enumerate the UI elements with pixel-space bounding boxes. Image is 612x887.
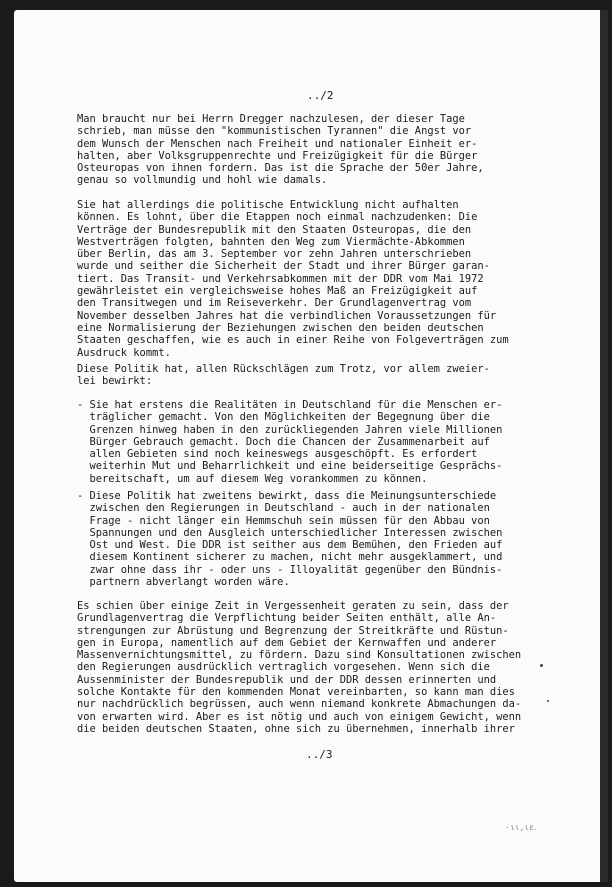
paragraph-etappen: Sie hat allerdings die politische Entwicklung nicht aufhalten können. Es lohnt, über die Etappen noch einmal nachzudenken: Die Verträge der Bundesrepublik mit den Staaten Osteuropas, die den Westverträgen folgten, bahnten den Weg zum Viermächte-Abkommen über Berlin, das am 3. September vor zehn Jahren unterschrieben wurde und seither die Sicherheit der Stadt und ihrer Bürger garan- tiert. Das Transit- und Verkehrsabkommen mit der DDR vom Mai 1972 gewährleistet ein vergleichsweise hohes Maß an Freizügigkeit auf den Transitwegen und im Reiseverkehr. Der Grundlagenvertrag vom November desselben Jahres hat die verbindlichen Voraussetzungen für eine Normalisierung der Beziehungen zwischen den beiden deutschen Staaten geschaffen, wie es auch in einer Reihe von Folgeverträgen zum Ausdruck kommt. — [77, 199, 509, 359]
page-number-header: ../2 — [307, 89, 334, 102]
bullet-item-second: - Diese Politik hat zweitens bewirkt, dass die Meinungsunterschiede zwischen den Regierungen in Deutschland - auch in der nationalen Frage - nicht länger ein Hemmschuh sein müssen für den Abbau von Spannungen und den Ausgleich unterschiedlicher Interessen zwischen Ost und West. Die DDR ist seither aus dem Bemühen, den Frieden auf diesem Kontinent sicherer zu machen, nicht mehr ausgeklammert, und zwar ohne dass ihr - oder uns - Illoyalität gegenüber den Bündnis- partnern abverlangt worden wäre. — [77, 490, 503, 589]
scan-edge — [600, 10, 608, 882]
paragraph-dregger: Man braucht nur bei Herrn Dregger nachzulesen, der dieser Tage schrieb, man müsse den "kommunistischen Tyrannen" die Angst vor dem Wunsch der Menschen nach Freiheit und nationaler Einheit er- halten, aber Volksgruppenrechte und Freizügigkeit für die Bürger Osteuropas von ihnen fordern. Das ist die Sprache der 50er Jahre, genau so vollmundig und hohl wie damals. — [77, 113, 484, 187]
bullet-item-first: - Sie hat erstens die Realitäten in Deutschland für die Menschen er- träglicher gemacht. Von den Möglichkeiten der Begegnung über die Grenzen hinweg haben in den zurückliegenden Jahren viele Millionen Bürger Gebrauch gemacht. Doch die Chancen der Zusammenarbeit auf allen Gebieten sind noch keineswegs ausgeschöpft. Es erfordert weiterhin Mut und Beharrlichkeit und eine beiderseitige Gesprächs- bereitschaft, um auf diesem Weg vorankommen zu können. — [77, 399, 503, 485]
paragraph-grundlagenvertrag: Es schien über einige Zeit in Vergessenheit geraten zu sein, dass der Grundlagenvertrag die Verpflichtung beider Seiten enthält, alle An- strengungen zur Abrüstung und Begrenzung der Streitkräfte und Rüstun- gen in Europa, namentlich auf dem Gebiet der Kernwaffen und anderer Massenvernichtungsmittel, zu fördern. Dazu sind Konsultationen zwischen den Regierungen ausdrücklich vertraglich vorgesehen. Wenn sich die Aussenminister der Bundesrepublik und der DDR dessen erinnerten und solche Kontakte für den kommenden Monat vereinbarten, so kann man dies nur nachdrücklich begrüssen, auch wenn niemand konkrete Abmachungen da- von erwarten wird. Aber es ist nötig und auch von einigem Gewicht, wenn die beiden deutschen Staaten, ohne sich zu übernehmen, innerhalb ihrer — [77, 600, 522, 735]
scan-speck — [547, 700, 549, 702]
scan-artifact-text: ·ιι‚ιε․ — [505, 823, 537, 832]
page-number-footer: ../3 — [306, 748, 333, 761]
paragraph-politik-intro: Diese Politik hat, allen Rückschlägen zum Trotz, vor allem zweier- lei bewirkt: — [77, 363, 490, 388]
scan-speck — [540, 664, 543, 667]
